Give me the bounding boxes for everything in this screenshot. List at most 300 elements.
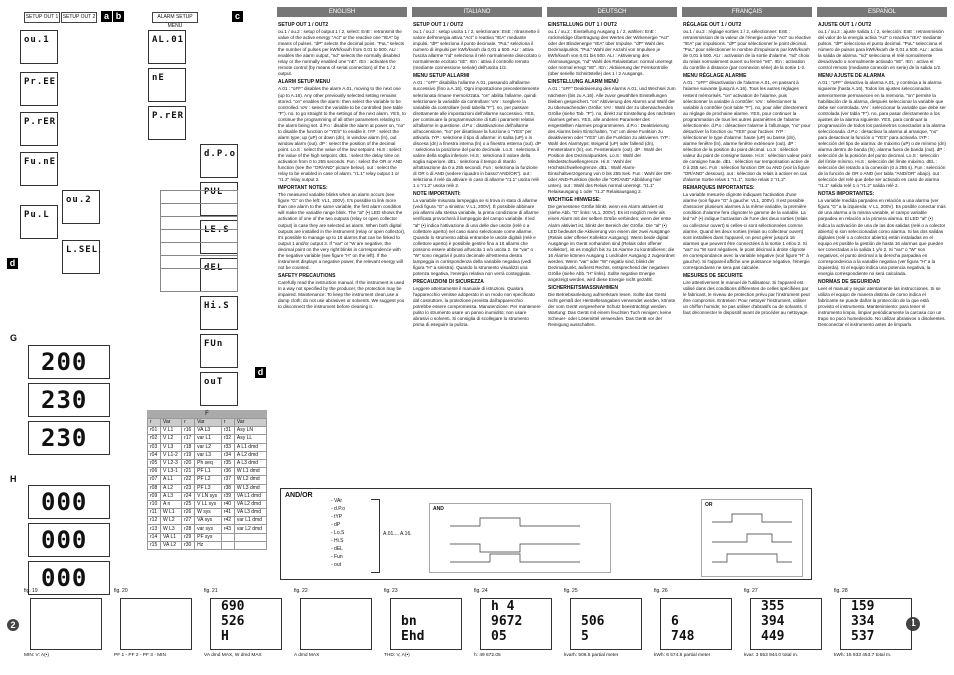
variable-table-header: F [147, 410, 267, 418]
figure-screen [390, 598, 462, 650]
figure-caption: MIN: V: A(•) [24, 653, 49, 658]
var-table-cell: VA L1 dmd [234, 492, 266, 500]
figure-row [31, 614, 101, 629]
var-table-cell: r36 [221, 468, 234, 476]
en-h2: ALARM SETUP MENU [278, 79, 331, 86]
circle-2: 2 [7, 619, 19, 631]
alarm-type-table [160, 190, 238, 292]
tag-d2: d [255, 367, 266, 378]
var-table-cell: r17 [182, 435, 195, 443]
figure-screen [210, 598, 282, 650]
figure-row: 690 [221, 599, 245, 614]
lcd-left-0 [20, 30, 58, 64]
and-or-list-item: - VAr [331, 498, 343, 504]
de-p4: Die Betriebsanleitung aufmerksam lesen. Sollte das Gerät nicht gemäß der Herstellerangaben verwendet werden, könnte der vom Gerät vorgesehene Schutz beeinträchtigt werden. Wartung: Das Gerät mit einem feuchten Tuch reinigen; keine Scheuer- oder Lösemittel verwenden. Das Gerät vor der Reinigung ausschalten. [548, 292, 676, 328]
lcd-left-text: Pr.EE [24, 77, 57, 87]
var-table-cell: r20 [182, 459, 195, 467]
de-h4: SICHERHEITSMASSNAHMEN [548, 284, 619, 291]
var-table-cell: r06 [148, 468, 161, 476]
figure-row [31, 599, 101, 614]
lcd-mid-text: d.P.o [204, 149, 237, 159]
lcd-left-text: P.rER [24, 117, 57, 127]
lcd-mid-text: PUL [204, 187, 224, 197]
lcd-mid-text: dEL [204, 263, 224, 273]
and-or-list [331, 497, 345, 569]
var-table-cell: Asy LN [234, 427, 266, 435]
en-p4: Carefully read the instruction manual. If the instrument is used in a way not specified by the producer, the protection may be impaired. Maintenance: To keep the instrument clean,use a damp cloth; do not use abrasives or solvents. We suggest you to disconnect the instrument before cleaning it. [278, 279, 405, 310]
lcd-left-1 [20, 72, 58, 106]
var-table-cell: r19 [182, 451, 195, 459]
var-table-cell: V L3-1 [161, 468, 182, 476]
var-table-cell: r26 [182, 509, 195, 517]
it-p3: La variabile misurata lampeggia se si trova in stato di allarme (vedi figura "G" a sinistra: V L1, 200V). È possibile abbinare più allarmi alla stessa variabile, la prima condizione di allarme verificata provocherà il lampeggio del campo variabile. Il led "al" (•) indica l'attivazione di una delle due uscite (relè o a collettore aperto) nel caso siano selezionate come allarme. Quando lo strumento abbia entrambe le uscite digitali (relè e collettore aperto) è possibile gestire fino a 16 allarmi che possono essere abbinati all'uscita 1 e/o uscita 2. Se "var" o "W" sono negativi il punto decimale all'estrema destra lampeggia in corrispondenza della variabile negativa (vedi figura "H" a sinistra). Quando lo strumento visualizzi una potenza negativa, l'energia relativa non verrà conteggiata. [413, 198, 539, 276]
figure-caption: PF 1 - PF 2 - PF 3 - MIN [114, 653, 166, 658]
var-table-cell: A L3 [161, 492, 182, 500]
var-table-cell: r13 [148, 525, 161, 533]
var-table-row [148, 443, 267, 451]
var-table-cell: r28 [182, 525, 195, 533]
fr-h3: REMARQUES IMPORTANTES: [683, 185, 755, 192]
var-table-cell: var sys [195, 525, 222, 533]
figure-caption: THD: V, A(•) [384, 653, 410, 658]
var-table-cell: W L3 [161, 525, 182, 533]
en-p2: A.01 : "oFF" disables the alarm A.01, moving to the next one (up to A.16). Any other previously selected setting remains stored. "on" enables the alarm: then select the variable to be controlled. VAr : select the variable to be controlled (see table "F"). no. to go straight to the settings of the next alarm. YES, to continue the programming of all other parameters relating to the alarm being set. d.P.o : disable the alarm at power on, "no" to disable the function or "YES" to enable it. tYP : select the alarm type; up (uP) or down (dn), in window alarm (ln), out window alarm (out). dP : select the position of the decimal point. Lo.S : select the value of the low setpoint. Hi.S : select the value of the high setpoint. dEL : select the delay time on activation from 0 to 255 seconds. Fun : select the OR or AND function (see the "OR/AND" picture below). out : select the relay to be enabled in case of alarm. "r1.1" relay output 1 or "r1.2" relay output 2. [278, 86, 406, 183]
big-display-text: 200 [41, 348, 88, 376]
var-table-cell: r18 [182, 443, 195, 451]
var-table-row [148, 541, 267, 549]
figure-screen [30, 598, 102, 650]
fr-h1: RÉGLAGE OUT 1 / OUT2 [683, 22, 742, 28]
lcd-left-text: ou.2 [66, 195, 92, 205]
var-table-row [148, 500, 267, 508]
lcd-mid-3 [200, 144, 238, 178]
figure-row [121, 614, 191, 629]
var-table-cell: r03 [148, 443, 161, 451]
figure-row: 9672 [491, 614, 523, 629]
var-table-row [148, 517, 267, 525]
figure-row [571, 599, 641, 614]
or-label: OR [705, 502, 713, 508]
column-en [278, 20, 406, 405]
var-table-cell: r25 [182, 500, 195, 508]
figure-25 [564, 588, 644, 658]
figure-row [391, 599, 461, 614]
figure-label: fig. 24 [474, 588, 488, 594]
fr-h2: MENU RÉGLAGE ALARME [683, 73, 747, 80]
var-table-col: r [182, 419, 195, 427]
var-table-cell: r35 [221, 459, 234, 467]
var-table-row [148, 492, 267, 500]
de-p2: A.01 : "oFF" Deaktivierung des Alarms A.01, und Wechsel zum nächsten (bis zu A.16). Alle zuvor gewählten Einstellungen bleiben gespeichert. "on" Aktivierung des Alarms und Wahl der zu überwachenden Größe: VAr : Wahl der zu überwachenden Größe (siehe Tab. "F"). no, direkt zur Einstellung des nächsten Alarmes gehen. YES, alle anderen Parameter des eingestellten Alarmes programmieren. d.P.o : Deaktivierung des Alarms beim Einschalten, "no" um diese Funktion zu deaktivieren oder "YES" um die Funktion zu aktivieren. tYP : Wahl des Alarmtyps; steigend (uP) oder fallend (dn), Fensteralarm (ln), ext. Fensteralarm (out). dP : Wahl der Position des Dezimalpunktes. Lo.S : Wahl der Mindestschwellengrenze. Hi.S : Wahl der Höchstschwellengrenze. dEL : Wahl Alarm-Einschaltverzögerung von 0 bis 255 Sek. Fun : Wahl der OR- oder AND-Funktion (siehe die "OR/AND" Abbildung hier unten). out : Wahl des Relais normal unerregt. "r1.1" Relaisausgang 1 oder "r1.2" Relaisausgang 2. [548, 86, 676, 195]
figure-24 [474, 588, 554, 658]
figure-row [301, 629, 371, 644]
figure-row: 537 [851, 629, 875, 644]
tab-setup-out1: SETUP OUT 1 [24, 12, 60, 23]
var-table-cell: V L1 [161, 427, 182, 435]
var-table-cell: V L2 [161, 435, 182, 443]
it-h2: MENU SETUP ALLARMI [413, 73, 470, 80]
var-table-cell: PF L1 [195, 468, 222, 476]
label-h: H [10, 474, 17, 484]
figure-row [301, 614, 371, 629]
figure-label: fig. 19 [24, 588, 38, 594]
figure-caption: VA dmd MAX, W dmd MAX [204, 653, 262, 658]
lcd-mid-8 [200, 334, 238, 368]
var-table-row [148, 435, 267, 443]
figure-row: 5 [581, 629, 589, 644]
var-table-row [148, 525, 267, 533]
var-table-cell: r11 [148, 509, 161, 517]
var-table-cell: V L2-3 [161, 459, 182, 467]
lcd-mid-2 [148, 106, 186, 140]
lang-fr: FRANÇAIS [682, 7, 812, 17]
it-h1: SETUP OUT 1 / OUT2 [413, 22, 464, 28]
big-display-text: 000 [41, 526, 88, 554]
lcd-left-text: L.SEL [66, 245, 99, 255]
figure-screen [840, 598, 912, 650]
column-de [548, 20, 676, 405]
var-table-cell: r16 [182, 427, 195, 435]
figure-label: fig. 26 [654, 588, 668, 594]
figure-row: 449 [761, 629, 785, 644]
big-display-G-1 [28, 383, 110, 417]
tab-alarm-menu: ALARM SETUP MENU [152, 12, 198, 23]
and-or-list-item: - out [331, 562, 342, 568]
and-label: AND [433, 506, 444, 512]
figure-screen [120, 598, 192, 650]
figure-22 [294, 588, 374, 658]
var-table-cell: PF sys [195, 533, 222, 541]
figure-28 [834, 588, 914, 658]
var-table-cell: VA sys [195, 517, 222, 525]
var-table-cell: r27 [182, 517, 195, 525]
lcd-mid-text: P.rER [152, 111, 185, 121]
and-or-bracket [371, 499, 380, 573]
var-table-cell: W sys [195, 509, 222, 517]
lcd-mid-1 [148, 68, 186, 102]
figure-row: Ehd [401, 629, 425, 644]
var-table-cell [221, 533, 234, 541]
var-table-row [148, 427, 267, 435]
figure-row [31, 629, 101, 644]
en-h4: SAFETY PRECAUTIONS [278, 272, 336, 279]
var-table-col: Var [195, 419, 222, 427]
figure-label: fig. 27 [744, 588, 758, 594]
figure-caption: h: 49 672.05 [474, 653, 501, 658]
figure-19 [24, 588, 104, 658]
var-table-cell: V LN sys [195, 492, 222, 500]
lang-it: ITALIANO [412, 7, 542, 17]
lcd-mid-text: FUn [204, 339, 224, 349]
lcd-left-text: Fu.nE [24, 157, 57, 167]
lcd-mid-0 [148, 30, 186, 64]
figure-row: h 4 [491, 599, 515, 614]
var-table-row [148, 459, 267, 467]
var-table-cell: r38 [221, 484, 234, 492]
big-display-H-0 [28, 485, 110, 519]
var-table-cell: r15 [148, 541, 161, 549]
fr-p1: ou.1 / ou.2 : réglage sorties 1 / 2, sélectionner: EnE : retransmission de la valeur de l'énergie active "Act" ou réactive "rEA" par impulsions. "dP" pour sélectionner le point décimal. "PuL" pour sélectionner le nombre d'impulsions par kWh/kvarh de 0,01 à 500. ALr : activation de la sortie d'alarme, "nd" choix du relais normalement ouvert ou fermé "nE". rEn : activation du contrôle à distance (par connexion série) de la sortie 1-2. [683, 29, 811, 71]
var-table-cell: var L1 dmd [234, 517, 266, 525]
var-table-cell: V LL sys [195, 500, 222, 508]
var-table-cell: VA L3 [195, 427, 222, 435]
figure-row: bn [401, 614, 417, 629]
var-table-cell: r04 [148, 451, 161, 459]
lcd-left-4 [62, 190, 100, 224]
var-table-cell [221, 541, 234, 549]
var-table-cell: W L3 dmd [234, 484, 266, 492]
variable-table [147, 410, 267, 550]
var-table-cell: PF L2 [195, 476, 222, 484]
big-display-G-0 [28, 345, 110, 379]
var-table-cell: r24 [182, 492, 195, 500]
figure-label: fig. 25 [564, 588, 578, 594]
and-or-list-item: - dP [331, 522, 341, 528]
figure-row [661, 599, 731, 614]
en-h3: IMPORTANT NOTES: [278, 185, 328, 192]
tag-c: c [232, 11, 243, 22]
figure-row: 159 [851, 599, 875, 614]
var-table-cell: A L1 dmd [234, 443, 266, 451]
var-table-col: Var [161, 419, 182, 427]
lcd-left-2 [20, 112, 58, 146]
figure-row: 526 [221, 614, 245, 629]
var-table-cell: Hz [195, 541, 222, 549]
figure-row [121, 629, 191, 644]
column-fr [683, 20, 811, 405]
fr-p3: La variable mesurée clignote indiquant l'activation d'une alarme (voir figure "G" à gauche: VL1, 200V). Il est possible d'associer plusieurs alarmes à la même variable, la première condition d'alarme fera clignoter le gamme de la variable. La led "al" (•) indique l'activation de l'une des deux sorties (relais ou collecteur ouvert) si celles-ci sont sélectionnées comme alarme. Quand les deux sorties (relais ou collecteur ouvert) sont installées dans l'appareil, on peut gérer jusqu'à 16 alarmes que peuvent être connectées à la sortie 1 et/ou 2. Si "var" ou "W sont négatives, le point décimal à droite clignote en correspondance avec la variable négative (voir figure "H" à gauche). Si l'appareil affiche une puissance négative, l'énergie correspondante ne sera pas calculée. [683, 192, 810, 270]
var-table-cell: r01 [148, 427, 161, 435]
figure-screen [480, 598, 552, 650]
tag-b: b [113, 11, 124, 22]
it-p2: A.01 : "oFF" disabilita l'allarme A.01, passando all'allarme successivo (fino a A.16). Ogni impostazione precedentemente selezionata rimane memorizzata. "on" abilita l'allarme, quindi selezionare la variabile da controllare: VAr : scegliere la variabile da controllare (vedi tabella "F"). no, per passare direttamente alle impostazioni dell'allarme successivo. YES, per continuare la programmazione di tutti i parametri relativi all'allarme in questione. d.P.o : disattivazione dell'allarme all'accensione, "no" per disattivare la funzione o "YES" per attivarla. tYP : selezione il tipo di allarme: in salita (uP) o in discesa (dn) a finestra interna (ln) o a finestra esterna (out). dP : seleziona la posizione del punto decimale. Lo.S : seleziona il valore della soglia inferiore. Hi.S : seleziona il valore della soglia superiore. dEL : seleziona il tempo di ritardo all'attivazione da 0 a 255 secondi. Fun : seleziona la funzione di OR o di AND (vedere riquadro in basso"AND/OR"). out : seleziona il relè da attivare in caso di allarme "r1.1" uscita relè 1 o "r1.2" uscita relè 2. [413, 80, 541, 189]
and-or-title: AND/OR [285, 492, 313, 499]
en-p3: The measured variable blinks when an alarm occurs (see figure "G" on the left: VL1, 200V). It's possible to link more than one alarm to the same variable, the first alarm condition will make the variable range blink. The "al" (•) LED shows the activation of one of the two outputs (relay or open collector output) in case they are selected as alarm. When both digital outputs are installed in the instrument (relay or open collector), it's possible to manage up to 16 alarms that can be linked to output 1 and/or output 2. If "var" or "W are negative, the decimal point on the very right blinks in correspondence with the negative variable (see figure "H" on the left). If the instrument displays a negative power, the relevant energy will not be counted. [278, 192, 406, 270]
and-or-list-item: - dEL [331, 546, 343, 552]
var-table-cell: r37 [221, 476, 234, 484]
var-table-cell: r43 [221, 525, 234, 533]
de-h2: EINSTELLUNG ALARM MENÜ [548, 79, 619, 86]
var-table-cell: V L3 [161, 443, 182, 451]
var-table-cell: r29 [182, 533, 195, 541]
var-table-cell: VA L2 [161, 541, 182, 549]
and-or-list-item: - Fun [331, 554, 343, 560]
var-table-cell: r34 [221, 451, 234, 459]
and-or-list-item: - Hi.S [331, 538, 344, 544]
figure-row: 6 [671, 614, 679, 629]
var-table-cell: W L2 dmd [234, 476, 266, 484]
var-table-cell: VA L2 dmd [234, 500, 266, 508]
es-p4: Leer el manual y seguir atentamente las instrucciones. Si se utiliza el equipo de manera distinta de como indica el fabricante se puede dañar la protección de la que está provisto el instrumento. Mantenimiento: para tener el instrumento limpio, limpiar periódicamente la carcasa con un trapo no poco humedecido. No utilizar abrasivos o disolventes. Desconectar el instrumento antes de limpiarlo. [818, 285, 946, 328]
it-h4: PRECAUZIONI DI SICUREZZA [413, 278, 484, 285]
es-p3: La variable medida parpadea en relación a una alarma (ver figura "G" a la izquierda: V L1, 200V). Es posible conectar más de una alarma a la misma variable, el campo variable parpadea en relación a la primera alarma. El LED "al" (•) indica la activación de una de las dos salidas (relé o a colector abierto) si son seleccionadas como alarma. Si las dos salidas digitales (relé o a colector abierto) están instaladas en el equipo es posible la gestión de hasta 16 alarmas que pueden ser conectadas a la salida 1 y/o 2. Si "var" o "W" son negativos, el punto decimal a la derecha parpadea en correspondencia a la variable negativa (ver figura "H" a la izquierda). Si el equipo indica una potencia negativa, la energía correspondiente no será calculada. [818, 198, 946, 276]
figure-caption: kvarh: 506.5 partial meter [564, 653, 619, 658]
var-table-cell: r12 [148, 517, 161, 525]
var-table-cell: r23 [182, 484, 195, 492]
lcd-mid-text: Hi.S [204, 301, 230, 311]
figure-screen [570, 598, 642, 650]
lcd-mid-7 [200, 296, 238, 330]
var-table-cell: W L2 [161, 517, 182, 525]
var-table-cell: VA L1 [161, 533, 182, 541]
tab-setup-out2: SETUP OUT 2 [61, 12, 97, 23]
de-p3: Die gemessene Größe blinkt, wenn ein Alarm aktiviert ist (siehe Abb. "G" links: VL1, 200V). Es ist möglich mehr als einen Alarm mit der selben Größe verbinden; wenn der erste Alarm aktiviert ist, blinkt der Bereich der Größe. Die "al" (•) LED bedeutet die Aktivierung von einem der zwei Ausgänge (Relais oder offener Kollektor Ausgang). Wenn beide digital Ausgänge im Gerät vorhanden sind (Relais oder offener Kollektor), ist es möglich bis zu 16 Alarme zu kontrollieren; die 16 Alarme können Ausgang 1 und/oder Ausgang 2 zugeordnet werden. Wenn "var" oder "W" negativ sind, blinkt der Dezimalpunkt, äußerst Rechts, entsprechend der negativen Größe (siehe Abb. "H" links). Sollte negative Energie angezeigt werden, wird diese Energie nicht gezählt. [548, 204, 675, 282]
and-or-list-item: - d.P.o [331, 506, 346, 512]
big-display-text: 230 [41, 386, 88, 414]
var-table-cell: r22 [182, 476, 195, 484]
figure-row: 748 [671, 629, 695, 644]
lcd-left-text: Pu.L [24, 210, 50, 220]
figure-27 [744, 588, 824, 658]
var-table-cell: r05 [148, 459, 161, 467]
var-table-cell: A n [161, 500, 182, 508]
lcd-mid-9 [200, 372, 238, 406]
figure-row: 05 [491, 629, 507, 644]
var-table-cell: r32 [221, 435, 234, 443]
de-p1: ou.1 / ou.2 : Einstellung Ausgang 1 / 2, wählen: EnE : rückmeldige Übertragung des Wertes der Wirkenergie "Act" oder der Blindenergie "rEA" über Impulse. "dP" Wahl des Dezimalpunkts. "PuL" Wahl der Anzahl von Impulsen je kWh/kvarh von 0,01 bis 500. ALr : Aktivierung des Alarmausgangs, "nd" Wahl des Relaisstatus: normal unerregt oder normal erregt "nE". rEn : Aktivierung der Fernkontrolle (über serielle Schnittstelle) des 1 / 2 Ausgangs. [548, 29, 673, 77]
var-table-col: Var [234, 419, 266, 427]
lcd-mid-text: LE.S [204, 225, 230, 235]
label-g: G [10, 333, 18, 343]
figure-26 [654, 588, 734, 658]
big-display-H-1 [28, 523, 110, 557]
lcd-left-6 [62, 240, 100, 274]
and-or-list-item: - Lo.S [331, 530, 345, 536]
lcd-left-5 [20, 205, 58, 239]
figure-screen [750, 598, 822, 650]
var-table-cell: r09 [148, 492, 161, 500]
lcd-mid-text: nE [152, 73, 165, 83]
figure-row: 355 [761, 599, 785, 614]
big-display-text: 000 [41, 564, 88, 592]
and-or-box [280, 488, 812, 580]
var-table-cell: var L2 dmd [234, 525, 266, 533]
var-table-cell: V L1-2 [161, 451, 182, 459]
figure-label: fig. 28 [834, 588, 848, 594]
var-table-row [148, 533, 267, 541]
and-or-list-item: - tYP [331, 514, 343, 520]
figure-21 [204, 588, 284, 658]
figure-caption: kWh: 6 574.8 partial meter [654, 653, 711, 658]
var-table-row [148, 509, 267, 517]
big-display-text: 230 [41, 424, 88, 452]
and-diagram [430, 504, 610, 572]
var-table-row [148, 451, 267, 459]
var-table-col: r [221, 419, 234, 427]
fr-h4: MESURES DE SECURITE [683, 272, 743, 279]
es-h1: AJUSTE OUT 1 / OUT2 [818, 22, 872, 28]
var-table-cell: r07 [148, 476, 161, 484]
var-table-cell: W L1 [161, 509, 182, 517]
var-table-cell: W L1 dmd [234, 468, 266, 476]
big-display-G-2 [28, 421, 110, 455]
es-p1: ou.1 / ou.2 : ajuste salida 1 / 2, selección: EnE : retransmisión del valor de la energía activa "Act" o reactiva "rEA" mediante pulsos. "dP" selecciona el punto decimal. "PuL" selecciona el número de pulsos para kWh/kvarh de 0,01 a 500. ALr : activa la salida de alarma. "nd" selecciona el relé normalmente desactivado o normalmente activado "nE". rEn : activa el control remoto (mediante conexión en serie) de la salida 1/2. [818, 29, 944, 71]
figure-20 [114, 588, 194, 658]
var-table-cell [234, 541, 266, 549]
es-h3: NOTAS IMPORTANTES: [818, 191, 875, 198]
var-table-cell: r41 [221, 509, 234, 517]
var-table-cell: r39 [221, 492, 234, 500]
var-table-cell: var L1 [195, 435, 222, 443]
figure-caption: kvar: 3 553 944.0 total m. [744, 653, 799, 658]
var-table-cell: r30 [182, 541, 195, 549]
big-display-text: 000 [41, 488, 88, 516]
figure-label: fig. 21 [204, 588, 218, 594]
column-es [818, 20, 946, 475]
figure-screen [660, 598, 732, 650]
or-diagram [702, 500, 802, 576]
figure-label: fig. 22 [294, 588, 308, 594]
figure-row [301, 599, 371, 614]
figure-screen [300, 598, 372, 650]
and-or-range: A.01.... A.16. [383, 531, 412, 537]
column-it [413, 20, 541, 405]
var-table-cell: r31 [221, 427, 234, 435]
var-table-cell: r42 [221, 517, 234, 525]
var-table-cell [234, 533, 266, 541]
var-table-cell: r02 [148, 435, 161, 443]
figure-row: 506 [581, 614, 605, 629]
var-table-cell: VA L3 dmd [234, 509, 266, 517]
and-panel [429, 503, 611, 573]
figure-row: 334 [851, 614, 875, 629]
es-p2: A.01 : "oFF" desactiva la alarma A.01, y continúa a la alarma siguiente (hasta A.16). Todos los ajustes seleccionados anteriormente permanecen en la memoria. "on" permite la habilitación de la alarma, después seleccionar la variable que debe ser controlada. VAr : seleccionar la variable que debe ser controlada (ver tabla "F"). no, para pasar directamente a los ajustes de la alarma siguiente. YES, para continuar la programación de todos los parámetros conectados a la alarma seleccionada. d.P.o : desactivar la alarma al arranque, "no" para desactivar la función o "YES" para activarla. tYP : selección del tipo de alarma: de máximo (uP) o de mínimo (dn) alarma dentro de banda (ln), alarma fuera de banda (out). dP : selección de la posición del punto decimal. Lo.S : selección del límite mínimo. Hi.S : selección del límite máximo. dEL : selección del retardo a la conexión (0 a 255 s). Fun : selección de la función de OR o AND (ver tabla "AND/OR" abajo). out : selección del relé que debe ser activado en caso de alarma "r1.1" salida relé 1 o "r1.2" salida relé 2. [818, 80, 946, 189]
figure-row: H [221, 629, 229, 644]
it-p1: ou.1 / ou.2 : setup uscita 1 / 2, selezionare: EnE : ritrasmette il valore dell'energia attiva "Act" o reattiva "rEA" mediante impulsi. "dP" seleziona il punto decimale. "PuL" seleziona il numero di impulsi per kWh/kvarh da 0,01 a 500. ALr : attiva l'uscita allarme "nd" seleziona il relè normalmente diseccitato o normalmente eccitato "nE". rEn : attiva il controllo remoto (mediante connessione seriale) dell'uscita 1/2. [413, 29, 541, 71]
it-h3: NOTE IMPORTANTI: [413, 191, 461, 198]
fr-p2: A.01 : "oFF" désactivation de l'alarme A.01, en passant à l'alarme suivante (jusqu'à A.16). Tous les autres réglages restent mémorisés. "on" activation de l'alarme, puis sélectionner la variable à contrôler: VAr : sélectionner la variable à contrôler (voir table "F"). no, pour aller directement au réglage de prochaine alarme. YES, pour continuer la programmation de tous les autres paramètres de l'alarme sélectionnée. d.P.o : désactiver l'alarme à l'allumage, "no" pour désactiver la fonction ou "YES" pour l'activer. tYP : sélectionner le type d'alarme: haute (uP) ou basse (dn), alarme fenêtre (ln), alarme fenêtre extérieure (out). dP : sélection de la position du point décimal. Lo.S : sélection valeur du point de consigne basse. Hi.S : sélection valeur point de consigne haute. dEL : sélection sur temporisation active de 0 à 255 sec. Fun : sélection fonction OR ou AND (voir la figure "OR/AND" dessous). out : sélection du relais à activer en cas d'alarme Sortie relais 1 "r1.1", Sortie relais 2 "r1.2". [683, 80, 811, 183]
var-table-cell: r10 [148, 500, 161, 508]
figure-label: fig. 23 [384, 588, 398, 594]
it-p4: Leggere attentamente il manuale di istruzioni. Qualora l'apparecchio venisse adoperato in un modo non specificato dal costruttore, la protezione prevista dall'apparecchio potrebbe essere compromessa. Manutenzione: Per mantenere pulito lo strumento usare un panno inumidito; non usare abrasivi o solventi. Si consiglia di scollegare lo strumento prima di eseguire la pulizia. [413, 285, 541, 328]
var-table-cell: A L1 [161, 476, 182, 484]
lcd-left-text: ou.1 [24, 35, 50, 45]
figure-row: 394 [761, 614, 785, 629]
var-table-cell: r14 [148, 533, 161, 541]
var-table-cell: A L3 dmd [234, 459, 266, 467]
de-h3: WICHTIGE HINWEISE: [548, 197, 601, 204]
es-h2: MENU AJUSTE DE ALARMA [818, 73, 885, 80]
figure-row [121, 599, 191, 614]
var-table-cell: var L3 [195, 451, 222, 459]
de-h1: EINSTELLUNG OUT 1 / OUT2 [548, 22, 617, 28]
var-table-cell: r40 [221, 500, 234, 508]
en-h1: SETUP OUT 1 / OUT2 [278, 22, 329, 28]
tag-a: a [101, 11, 112, 22]
var-table-row [148, 484, 267, 492]
lcd-left-3 [20, 152, 58, 186]
var-table-col: r [148, 419, 161, 427]
var-table-cell: A L2 dmd [234, 451, 266, 459]
lcd-mid-text: ouT [204, 377, 224, 387]
var-table-row [148, 476, 267, 484]
var-table-cell: Asy LL [234, 435, 266, 443]
var-table-cell: r08 [148, 484, 161, 492]
or-panel [701, 499, 803, 577]
figure-caption: kWh: 15 933 453.7 total m. [834, 653, 892, 658]
fr-p4: Lire attentivement le manuel de l'utilisateur. Si l'appareil est utilisé dans des conditions différentes de celles spécifiées par le fabricant, le niveau de protection prévu par l'instrument peut être compromis. Entretien: Pour nettoyer l'instrument, utiliser un chiffon humide; ne pas utiliser d'abrasifs ou de solvants. Il faut déconnecter le dispositif avant de procéder au nettoyage. [683, 279, 810, 316]
figure-label: fig. 20 [114, 588, 128, 594]
lang-es: ESPAÑOL [817, 7, 947, 17]
en-p1: ou.1 / ou.2 : setup of output 1 / 2, select: EnE : retransmit the value of the active energy "Act" or the reactive one "rEA" by means of pulses. "dP" selects the decimal point. "PuL" selects the number of pulses per kWh/kvarh from 0.01 to 500. ALr : enables the alarm output, "nd" selects the normally disabled relay or the normally enabled one "nE". rEn : activates the remote control (by means of serial connection) of the 1 / 2 output. [278, 29, 405, 77]
lcd-mid-text: AL.01 [152, 35, 185, 45]
var-table-cell: PF L3 [195, 484, 222, 492]
var-table-cell: var L2 [195, 443, 222, 451]
es-h4: NORMAS DE SEGURIDAD [818, 278, 880, 285]
var-table-cell: Ph seq [195, 459, 222, 467]
lang-de: DEUTSCH [547, 7, 677, 17]
circle-1: 1 [906, 617, 920, 631]
